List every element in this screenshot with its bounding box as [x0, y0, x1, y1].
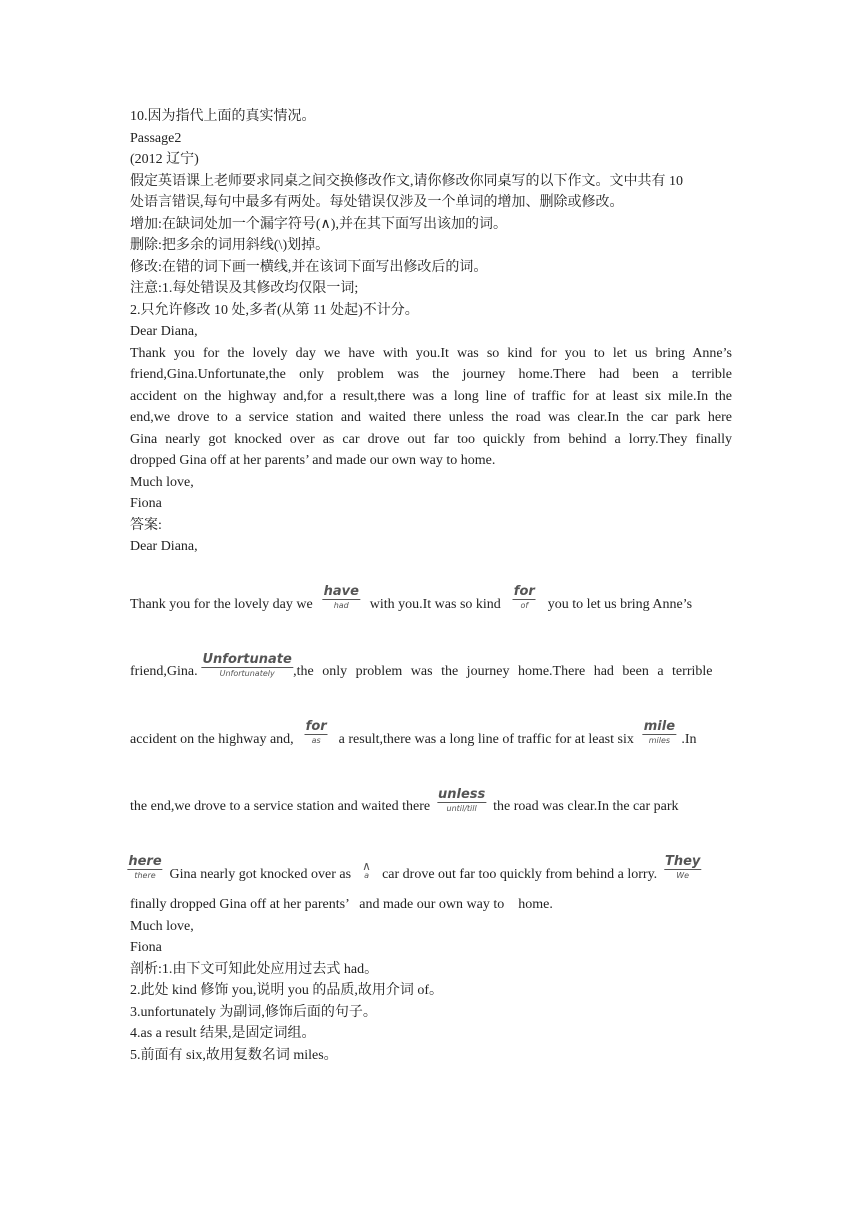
answer-text: car drove out far too quickly from behind a lorry.	[382, 866, 658, 882]
answer-text: ,the only problem was the journey home.There had been a terrible	[293, 664, 713, 679]
answer-text: Thank you for the lovely day we	[130, 596, 313, 612]
original-word: unless	[437, 786, 486, 802]
letter-line-2: friend,Gina.Unfortunate,the only problem was the journey home.There had been a terrible	[130, 367, 732, 382]
analysis-line-3: 3.unfortunately 为副词,修饰后面的句子。	[130, 1004, 377, 1020]
corrected-word: had	[333, 601, 349, 610]
answer-label: 答案:	[130, 517, 162, 533]
original-word: mile	[643, 719, 676, 734]
instruction-note-1: 注意:1.每处错误及其修改均仅限一词;	[130, 281, 359, 296]
instruction-modify: 修改:在错的词下画一横线,并在该词下面写出修改后的词。	[130, 259, 488, 275]
answer-salutation: Dear Diana,	[130, 539, 198, 554]
correction-mark	[322, 584, 360, 616]
letter-line-1: Thank you for the lovely day we have with you.It was so kind for you to let us bring Anne’s	[130, 345, 732, 361]
letter-line-5: Gina nearly got knocked over as car drove out far too quickly from behind a lorry.They finally	[130, 431, 732, 447]
letter-salutation: Dear Diana,	[130, 324, 198, 339]
answer-text: you to let us bring Anne’s	[547, 596, 693, 612]
corrected-word: as	[311, 736, 321, 745]
answer-text: friend,Gina.	[130, 664, 198, 679]
answer-row-5	[128, 854, 732, 886]
corrected-word: there	[134, 871, 156, 880]
instruction-add: 增加:在缺词处加一个漏字符号(∧),并在其下面写出该加的词。	[130, 216, 507, 232]
letter-closing: Much love,	[130, 474, 194, 490]
letter-line-4: end,we drove to a service station and waited there unless the road was clear.In the car park here	[130, 410, 732, 425]
letter-line-6: dropped Gina off at her parents’ and made our own way to home.	[130, 453, 496, 468]
inserted-word: a	[364, 871, 370, 880]
answer-row-2	[130, 651, 732, 683]
document-page	[130, 106, 732, 1066]
answer-text: the end,we drove to a service station and waited there	[130, 799, 431, 814]
passage-source: (2012 辽宁)	[130, 152, 199, 167]
original-word: They	[664, 854, 701, 869]
corrected-word: miles	[648, 736, 671, 745]
original-word: for	[513, 584, 535, 599]
analysis-line-5: 5.前面有 six,故用复数名词 miles。	[130, 1047, 338, 1063]
answer-closing: Much love,	[130, 918, 194, 934]
instruction-line-1: 假定英语课上老师要求同桌之间交换修改作文,请你修改你同桌写的以下作文。文中共有 10	[130, 173, 683, 189]
answer-text: with you.It was so kind	[369, 596, 501, 612]
letter-line-3: accident on the highway and,for a result,there was a long line of traffic for at least six mile.In the	[130, 388, 732, 404]
instruction-delete: 删除:把多余的词用斜线(\)划掉。	[130, 238, 330, 253]
passage-title: Passage2	[130, 130, 182, 146]
analysis-line-4: 4.as a result 结果,是固定词组。	[130, 1026, 316, 1041]
insertion-mark	[361, 859, 373, 886]
instruction-line-2: 处语言错误,每句中最多有两处。每处错误仅涉及一个单词的增加、删除或修改。	[130, 195, 624, 210]
correction-mark	[664, 854, 701, 886]
answer-text: the road was clear.In the car park	[493, 799, 679, 814]
answer-text: a result,there was a long line of traffic for at least six	[338, 731, 634, 747]
analysis-line-2: 2.此处 kind 修饰 you,说明 you 的品质,故用介词 of。	[130, 983, 444, 998]
correction-mark	[510, 584, 538, 616]
corrected-word: Unfortunately	[219, 668, 275, 678]
correction-mark	[128, 854, 162, 886]
analysis-line-1: 剖析:1.由下文可知此处应用过去式 had。	[130, 961, 379, 977]
correction-mark	[643, 719, 676, 751]
answer-text: Gina nearly got knocked over as	[169, 866, 352, 882]
caret-icon: ∧	[362, 859, 371, 873]
original-word: for	[305, 719, 327, 734]
corrected-word: until/till	[446, 803, 477, 813]
original-word: have	[323, 584, 359, 599]
corrected-word: We	[676, 871, 690, 880]
answer-row-3	[130, 719, 732, 751]
original-word: here	[128, 854, 162, 869]
answer-signature: Fiona	[130, 940, 162, 955]
instruction-note-2: 2.只允许修改 10 处,多者(从第 11 处起)不计分。	[130, 302, 419, 318]
letter-signature: Fiona	[130, 496, 162, 511]
answer-text: accident on the highway and,	[130, 731, 294, 747]
intro-line-1: 10.因为指代上面的真实情况。	[130, 109, 316, 124]
answer-row-1	[130, 584, 732, 616]
answer-row-6: finally dropped Gina off at her parents’ and made our own way to home.	[130, 897, 553, 912]
answer-text: .In	[681, 731, 697, 747]
original-word: Unfortunate	[202, 651, 292, 667]
correction-mark	[303, 719, 329, 751]
corrected-word: of	[520, 601, 529, 610]
answer-row-4	[130, 786, 732, 818]
correction-mark	[437, 786, 486, 818]
correction-mark	[202, 651, 292, 683]
